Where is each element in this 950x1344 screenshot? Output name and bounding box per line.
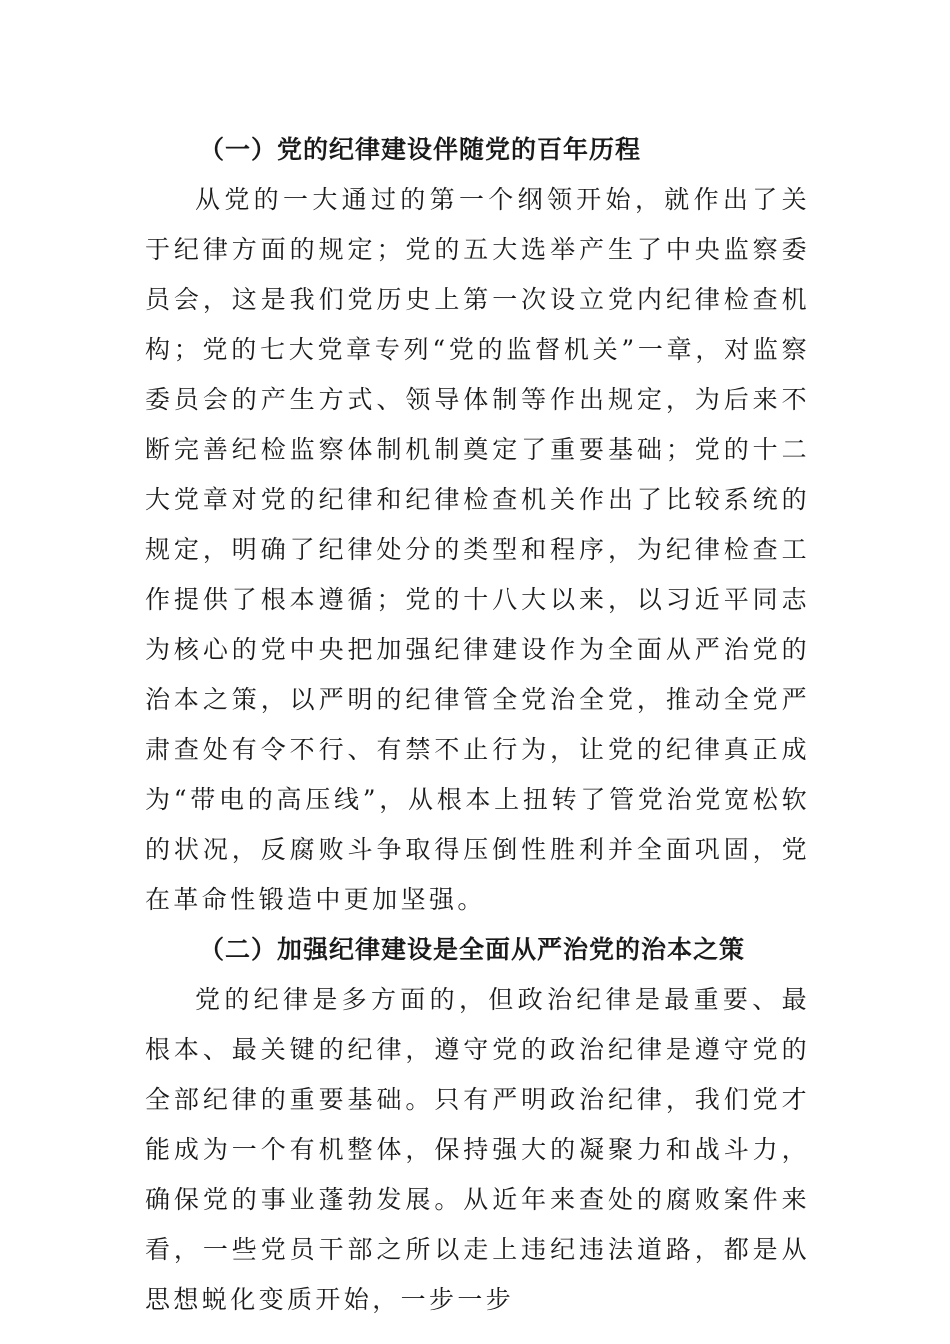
section-heading: （二）加强纪律建设是全面从严治党的治本之策 — [199, 935, 746, 964]
section-heading: （一）党的纪律建设伴随党的百年历程 — [199, 135, 642, 164]
document-page — [145, 125, 810, 1325]
section-paragraph: 党的纪律是多方面的，但政治纪律是最重要、最根本、最关键的纪律，遵守党的政治纪律是遵守党的全部纪律的重要基础。只有严明政治纪律，我们党才能成为一个有机整体，保持强大的凝聚力和战斗力，确保党的事业蓬勃发展。从近年来查处的腐败案件来看，一些党员干部之所以走上违纪违法道路，都是从思想蜕化变质开始，一步一步 — [145, 985, 810, 1314]
section-paragraph: 从党的一大通过的第一个纲领开始，就作出了关于纪律方面的规定；党的五大选举产生了中央监察委员会，这是我们党历史上第一次设立党内纪律检查机构；党的七大党章专列“党的监督机关”一章，对监察委员会的产生方式、领导体制等作出规定，为后来不断完善纪检监察体制机制奠定了重要基础；党的十二大党章对党的纪律和纪律检查机关作出了比较系统的规定，明确了纪律处分的类型和程序，为纪律检查工作提供了根本遵循；党的十八大以来，以习近平同志为核心的党中央把加强纪律建设作为全面从严治党的治本之策，以严明的纪律管全党治全党，推动全党严肃查处有令不行、有禁不止行为，让党的纪律真正成为“带电的高压线”，从根本上扭转了管党治党宽松软的状况，反腐败斗争取得压倒性胜利并全面巩固，党在革命性锻造中更加坚强。 — [145, 185, 810, 914]
